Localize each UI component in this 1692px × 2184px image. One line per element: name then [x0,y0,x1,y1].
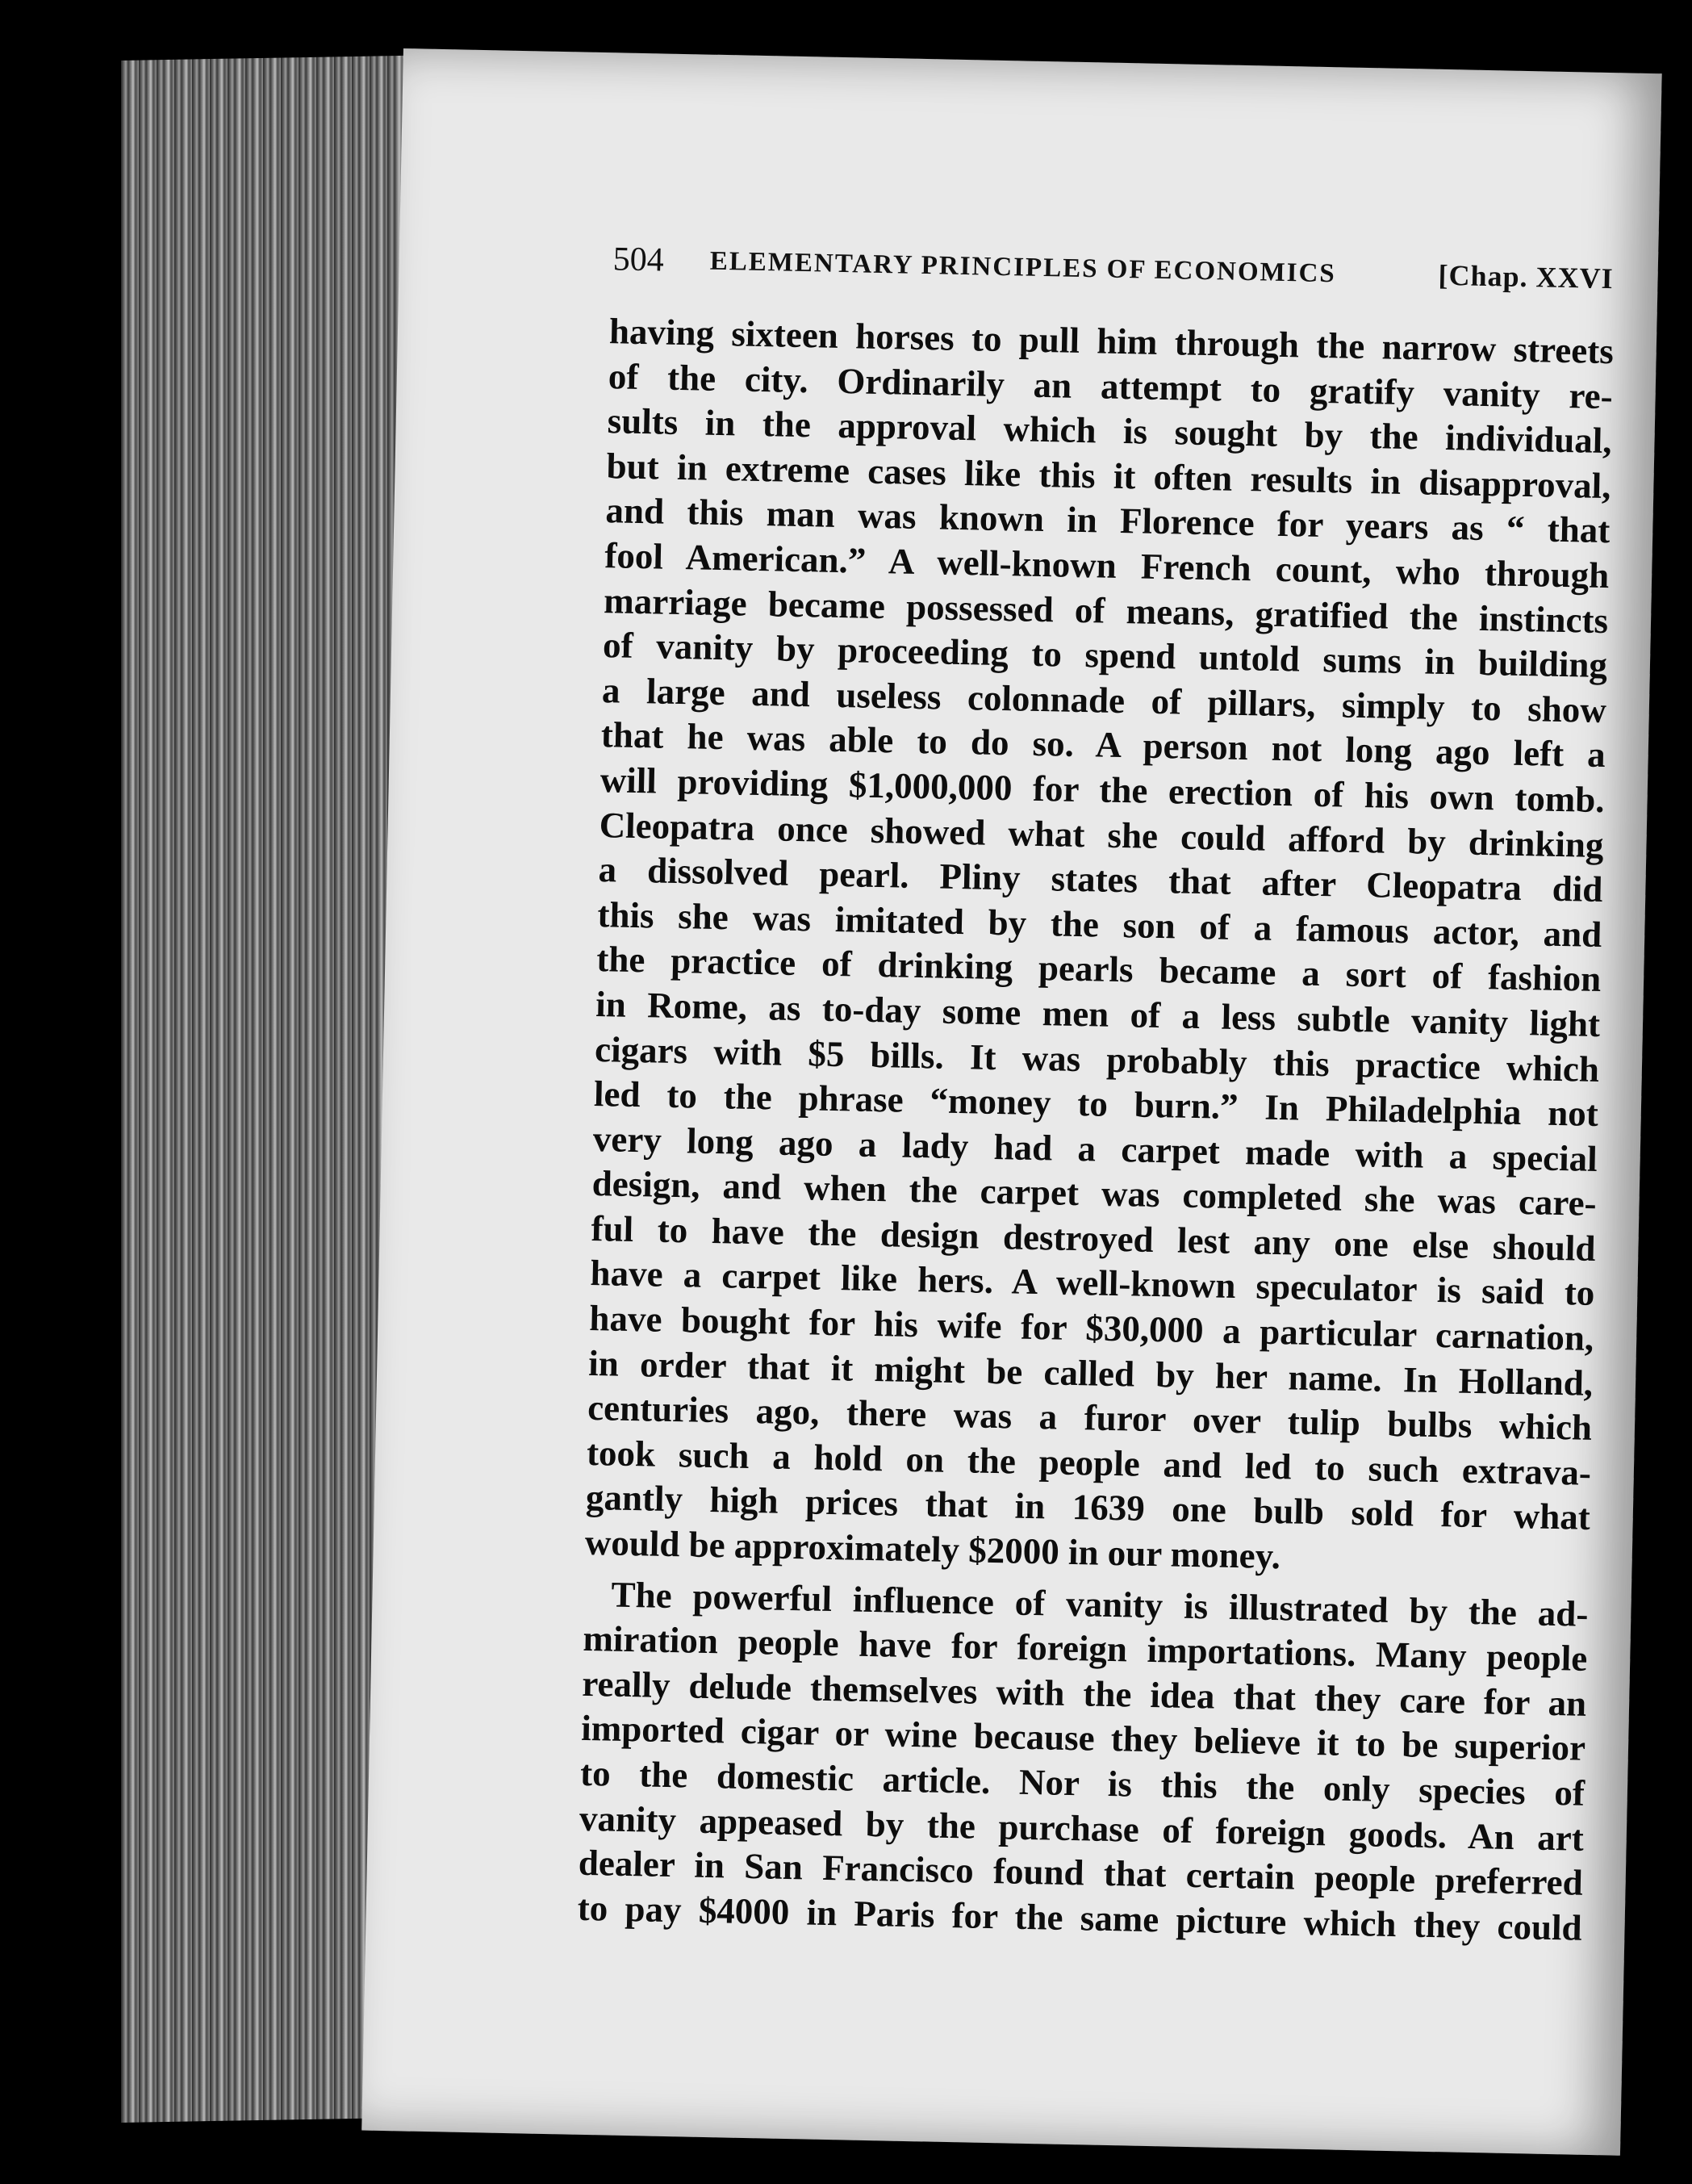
text-line: the practice of drinking pearls became a sort of fashion [595,939,1602,1000]
text-line: marriage became possessed of means, gratified the instincts [603,579,1609,641]
text-line: took such a hold on the people and led to such extrava- [586,1432,1592,1493]
text-line: in Rome, as to-day some men of a less subtle vanity light [595,983,1601,1044]
running-head [612,240,1614,308]
text-line: and this man was known in Florence for years as “ that [605,490,1611,551]
text-line: dealer in San Francisco found that certain people preferred [578,1842,1584,1903]
text-line: centuries ago, there was a furor over tulip bulbs which [587,1387,1593,1449]
text-line: ful to have the design destroyed lest any one else should [591,1207,1596,1269]
chapter-reference: [Chap. XXVI [1438,258,1614,295]
text-line: miration people have for foreign importations. Many people [583,1618,1588,1680]
text-line: having sixteen horses to pull him through the narrow streets [608,311,1615,372]
text-line: led to the phrase “money to burn.” In Philadelphia not [593,1073,1599,1135]
text-line: The powerful influence of vanity is illustrated by the ad- [611,1574,1589,1634]
text-line: design, and when the carpet was completed she was care- [591,1163,1598,1224]
book-title: ELEMENTARY PRINCIPLES OF ECONOMICS [709,246,1337,289]
text-line: to the domestic article. Nor is this the only species of [579,1752,1585,1814]
text-line: but in extreme cases like this it often results in disapproval, [606,445,1611,506]
text-line: sults in the approval which is sought by the individual, [607,400,1613,462]
text-line: vanity appeased by the purchase of foreign goods. An art [579,1797,1585,1859]
text-line: really delude themselves with the idea that they care for an [581,1663,1587,1724]
text-line: a large and useless colonnade of pillars, simply to show [601,669,1607,730]
text-line: of vanity by proceeding to spend untold sums in building [602,625,1608,686]
text-line: gantly high prices that in 1639 one bulb sold for what [585,1477,1591,1538]
text-line: very long ago a lady had a carpet made with a special [592,1118,1598,1179]
paragraph [577,1572,1589,1952]
body-text [577,309,1614,1951]
text-line: cigars with $5 bills. It was probably this practice which [594,1028,1600,1090]
text-line: fool American.” A well-known French count, who through [604,535,1610,596]
paragraph [584,309,1614,1585]
text-line: Cleopatra once showed what she could afford by drinking [599,804,1605,865]
text-line: this she was imitated by the son of a famous actor, and [597,893,1602,955]
text-line: imported cigar or wine because they believe it to be superior [580,1708,1586,1769]
text-line: of the city. Ordinarily an attempt to gratify vanity re- [608,355,1614,416]
text-line: to pay $4000 in Paris for the same picture which they could [577,1887,1583,1948]
text-line: have bought for his wife for $30,000 a particular carnation, [588,1298,1594,1358]
book-page [361,48,1661,2156]
page-number: 504 [612,241,665,279]
text-line: a dissolved pearl. Pliny states that after Cleopatra did [598,849,1603,910]
text-line: will providing $1,000,000 for the erection of his own tomb. [600,759,1606,820]
text-line: have a carpet like hers. A well-known speculator is said to [590,1253,1595,1314]
text-line: would be approximately $2000 in our money. [584,1521,1281,1577]
text-line: that he was able to do so. A person not long ago left a [600,714,1606,776]
text-line: in order that it might be called by her name. In Holland, [587,1342,1594,1404]
